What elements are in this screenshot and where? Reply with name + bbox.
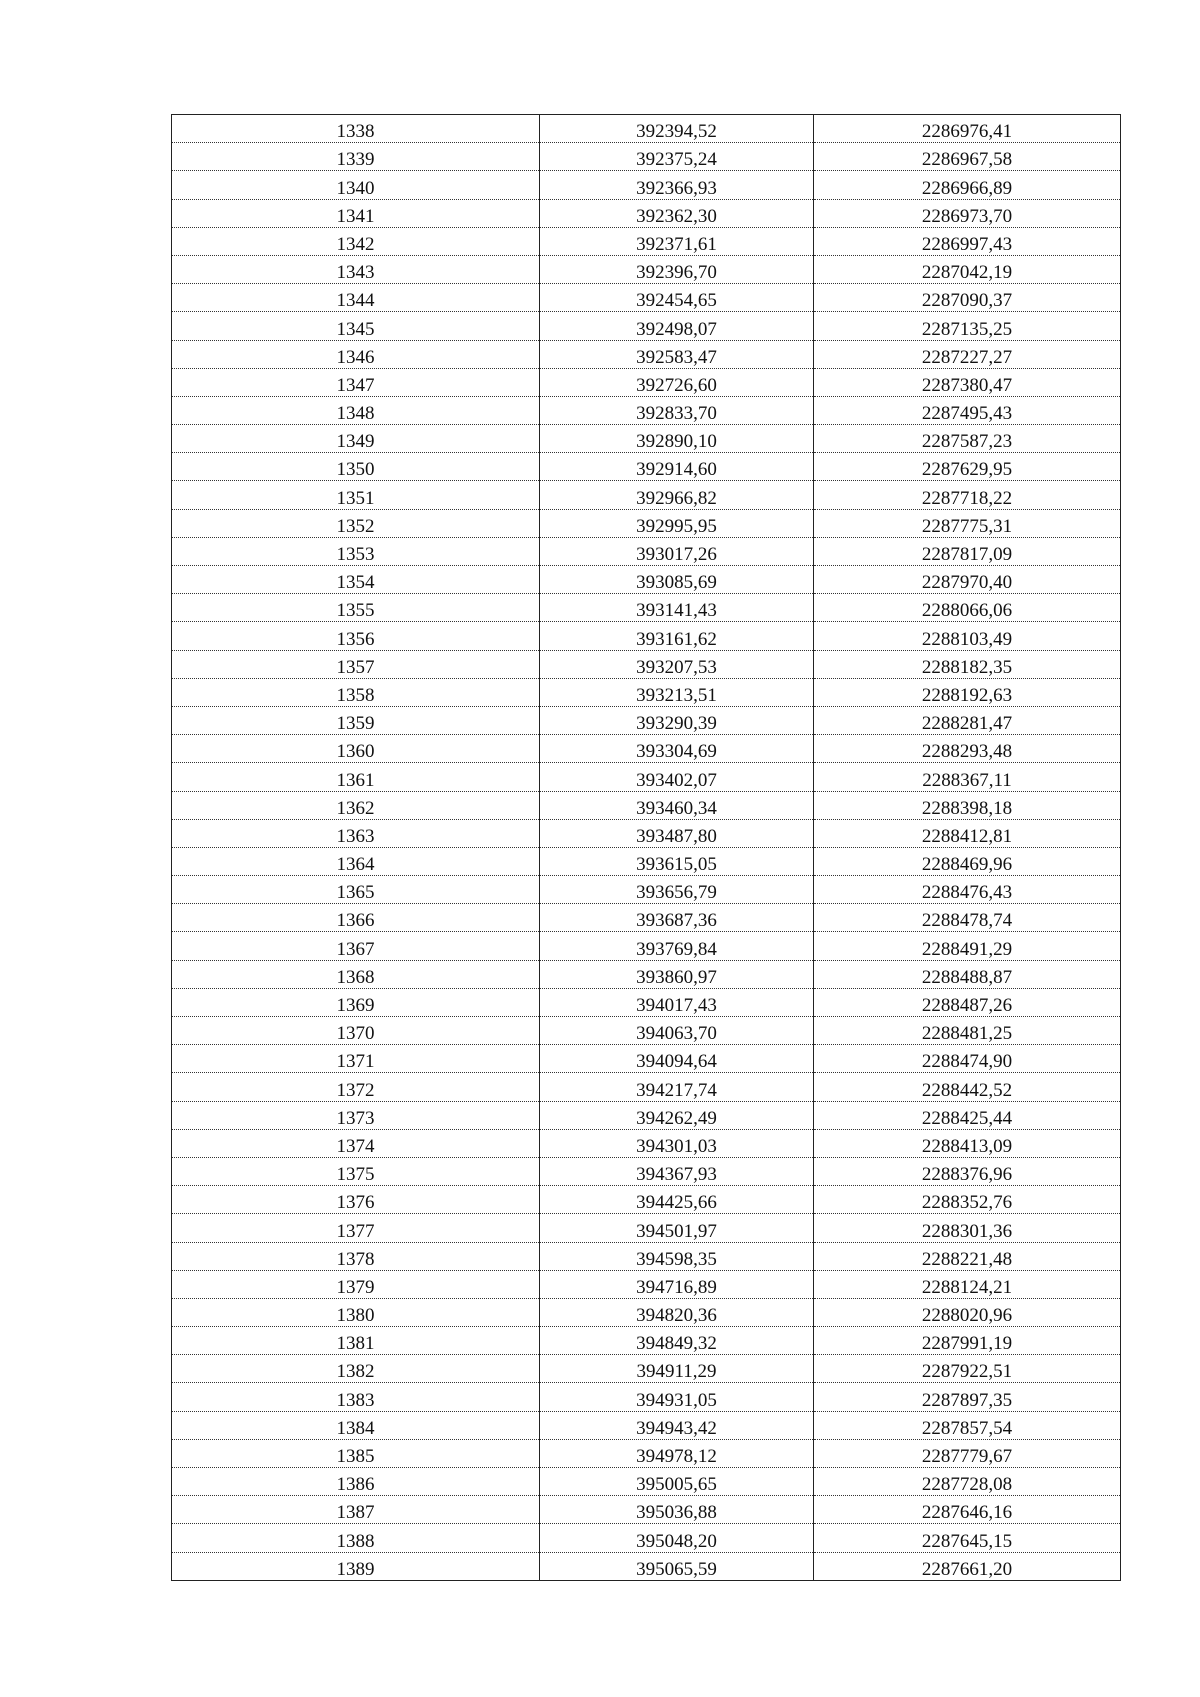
x-coordinate-cell: 393017,26 — [540, 537, 814, 565]
point-number-cell: 1378 — [172, 1242, 540, 1270]
y-coordinate-cell: 2288481,25 — [814, 1017, 1121, 1045]
table-row — [172, 988, 1121, 1016]
point-number-cell: 1343 — [172, 255, 540, 283]
point-number-cell: 1379 — [172, 1270, 540, 1298]
y-coordinate-cell: 2286967,58 — [814, 143, 1121, 171]
y-coordinate-cell: 2287970,40 — [814, 566, 1121, 594]
table-row — [172, 566, 1121, 594]
y-coordinate-cell: 2288412,81 — [814, 819, 1121, 847]
x-coordinate-cell: 394931,05 — [540, 1383, 814, 1411]
y-coordinate-cell: 2288488,87 — [814, 960, 1121, 988]
point-number-cell: 1369 — [172, 988, 540, 1016]
point-number-cell: 1367 — [172, 932, 540, 960]
x-coordinate-cell: 392995,95 — [540, 509, 814, 537]
table-row — [172, 1017, 1121, 1045]
point-number-cell: 1375 — [172, 1157, 540, 1185]
y-coordinate-cell: 2287857,54 — [814, 1411, 1121, 1439]
table-row — [172, 1327, 1121, 1355]
table-row — [172, 1186, 1121, 1214]
y-coordinate-cell: 2288469,96 — [814, 847, 1121, 875]
table-row — [172, 1355, 1121, 1383]
table-row — [172, 932, 1121, 960]
table-row — [172, 1214, 1121, 1242]
point-number-cell: 1345 — [172, 312, 540, 340]
x-coordinate-cell: 394849,32 — [540, 1327, 814, 1355]
x-coordinate-cell: 392366,93 — [540, 171, 814, 199]
point-number-cell: 1380 — [172, 1298, 540, 1326]
x-coordinate-cell: 392362,30 — [540, 199, 814, 227]
table-row — [172, 255, 1121, 283]
y-coordinate-cell: 2287587,23 — [814, 425, 1121, 453]
y-coordinate-cell: 2288293,48 — [814, 735, 1121, 763]
table-row — [172, 481, 1121, 509]
x-coordinate-cell: 392498,07 — [540, 312, 814, 340]
table-row — [172, 312, 1121, 340]
point-number-cell: 1361 — [172, 763, 540, 791]
point-number-cell: 1339 — [172, 143, 540, 171]
point-number-cell: 1374 — [172, 1129, 540, 1157]
y-coordinate-cell: 2287922,51 — [814, 1355, 1121, 1383]
point-number-cell: 1348 — [172, 396, 540, 424]
table-row — [172, 143, 1121, 171]
point-number-cell: 1389 — [172, 1552, 540, 1580]
x-coordinate-cell: 392371,61 — [540, 227, 814, 255]
table-row — [172, 1411, 1121, 1439]
y-coordinate-cell: 2286997,43 — [814, 227, 1121, 255]
y-coordinate-cell: 2288124,21 — [814, 1270, 1121, 1298]
x-coordinate-cell: 394301,03 — [540, 1129, 814, 1157]
point-number-cell: 1344 — [172, 284, 540, 312]
table-row — [172, 763, 1121, 791]
table-row — [172, 1468, 1121, 1496]
y-coordinate-cell: 2287991,19 — [814, 1327, 1121, 1355]
x-coordinate-cell: 392583,47 — [540, 340, 814, 368]
y-coordinate-cell: 2287090,37 — [814, 284, 1121, 312]
table-row — [172, 171, 1121, 199]
y-coordinate-cell: 2288442,52 — [814, 1073, 1121, 1101]
point-number-cell: 1354 — [172, 566, 540, 594]
coordinate-table-body — [172, 115, 1121, 1581]
table-row — [172, 1298, 1121, 1326]
x-coordinate-cell: 395005,65 — [540, 1468, 814, 1496]
point-number-cell: 1351 — [172, 481, 540, 509]
y-coordinate-cell: 2288020,96 — [814, 1298, 1121, 1326]
table-row — [172, 622, 1121, 650]
point-number-cell: 1340 — [172, 171, 540, 199]
point-number-cell: 1387 — [172, 1496, 540, 1524]
table-row — [172, 425, 1121, 453]
point-number-cell: 1357 — [172, 650, 540, 678]
x-coordinate-cell: 393207,53 — [540, 650, 814, 678]
table-row — [172, 227, 1121, 255]
table-row — [172, 1242, 1121, 1270]
point-number-cell: 1347 — [172, 368, 540, 396]
y-coordinate-cell: 2288182,35 — [814, 650, 1121, 678]
table-row — [172, 199, 1121, 227]
x-coordinate-cell: 394094,64 — [540, 1045, 814, 1073]
y-coordinate-cell: 2287042,19 — [814, 255, 1121, 283]
point-number-cell: 1364 — [172, 847, 540, 875]
table-row — [172, 1157, 1121, 1185]
point-number-cell: 1350 — [172, 453, 540, 481]
x-coordinate-cell: 394978,12 — [540, 1439, 814, 1467]
x-coordinate-cell: 394598,35 — [540, 1242, 814, 1270]
point-number-cell: 1383 — [172, 1383, 540, 1411]
point-number-cell: 1346 — [172, 340, 540, 368]
table-row — [172, 1073, 1121, 1101]
point-number-cell: 1372 — [172, 1073, 540, 1101]
x-coordinate-cell: 392726,60 — [540, 368, 814, 396]
x-coordinate-cell: 393487,80 — [540, 819, 814, 847]
point-number-cell: 1381 — [172, 1327, 540, 1355]
x-coordinate-cell: 392914,60 — [540, 453, 814, 481]
point-number-cell: 1371 — [172, 1045, 540, 1073]
y-coordinate-cell: 2287897,35 — [814, 1383, 1121, 1411]
x-coordinate-cell: 394217,74 — [540, 1073, 814, 1101]
point-number-cell: 1384 — [172, 1411, 540, 1439]
point-number-cell: 1363 — [172, 819, 540, 847]
y-coordinate-cell: 2288476,43 — [814, 876, 1121, 904]
table-row — [172, 819, 1121, 847]
point-number-cell: 1362 — [172, 791, 540, 819]
table-row — [172, 791, 1121, 819]
table-row — [172, 960, 1121, 988]
x-coordinate-cell: 394716,89 — [540, 1270, 814, 1298]
y-coordinate-cell: 2288352,76 — [814, 1186, 1121, 1214]
x-coordinate-cell: 393085,69 — [540, 566, 814, 594]
y-coordinate-cell: 2287135,25 — [814, 312, 1121, 340]
y-coordinate-cell: 2287817,09 — [814, 537, 1121, 565]
table-row — [172, 115, 1121, 143]
y-coordinate-cell: 2287645,15 — [814, 1524, 1121, 1552]
point-number-cell: 1376 — [172, 1186, 540, 1214]
point-number-cell: 1349 — [172, 425, 540, 453]
y-coordinate-cell: 2287661,20 — [814, 1552, 1121, 1580]
point-number-cell: 1342 — [172, 227, 540, 255]
table-row — [172, 284, 1121, 312]
y-coordinate-cell: 2288192,63 — [814, 678, 1121, 706]
table-row — [172, 594, 1121, 622]
x-coordinate-cell: 392375,24 — [540, 143, 814, 171]
x-coordinate-cell: 393656,79 — [540, 876, 814, 904]
x-coordinate-cell: 392833,70 — [540, 396, 814, 424]
table-row — [172, 340, 1121, 368]
y-coordinate-cell: 2287629,95 — [814, 453, 1121, 481]
y-coordinate-cell: 2288376,96 — [814, 1157, 1121, 1185]
table-row — [172, 1129, 1121, 1157]
point-number-cell: 1352 — [172, 509, 540, 537]
table-row — [172, 453, 1121, 481]
y-coordinate-cell: 2288487,26 — [814, 988, 1121, 1016]
table-row — [172, 1045, 1121, 1073]
table-row — [172, 368, 1121, 396]
table-row — [172, 1101, 1121, 1129]
table-row — [172, 706, 1121, 734]
x-coordinate-cell: 395048,20 — [540, 1524, 814, 1552]
x-coordinate-cell: 393769,84 — [540, 932, 814, 960]
y-coordinate-cell: 2288221,48 — [814, 1242, 1121, 1270]
x-coordinate-cell: 392890,10 — [540, 425, 814, 453]
table-row — [172, 1552, 1121, 1580]
x-coordinate-cell: 395065,59 — [540, 1552, 814, 1580]
point-number-cell: 1370 — [172, 1017, 540, 1045]
x-coordinate-cell: 393304,69 — [540, 735, 814, 763]
y-coordinate-cell: 2287495,43 — [814, 396, 1121, 424]
point-number-cell: 1358 — [172, 678, 540, 706]
table-row — [172, 1383, 1121, 1411]
x-coordinate-cell: 392396,70 — [540, 255, 814, 283]
y-coordinate-cell: 2288398,18 — [814, 791, 1121, 819]
y-coordinate-cell: 2287718,22 — [814, 481, 1121, 509]
y-coordinate-cell: 2288281,47 — [814, 706, 1121, 734]
y-coordinate-cell: 2288478,74 — [814, 904, 1121, 932]
x-coordinate-cell: 393615,05 — [540, 847, 814, 875]
y-coordinate-cell: 2287227,27 — [814, 340, 1121, 368]
table-row — [172, 396, 1121, 424]
y-coordinate-cell: 2286976,41 — [814, 115, 1121, 143]
table-row — [172, 650, 1121, 678]
table-row — [172, 678, 1121, 706]
y-coordinate-cell: 2288474,90 — [814, 1045, 1121, 1073]
y-coordinate-cell: 2286966,89 — [814, 171, 1121, 199]
x-coordinate-cell: 394911,29 — [540, 1355, 814, 1383]
x-coordinate-cell: 393402,07 — [540, 763, 814, 791]
table-row — [172, 537, 1121, 565]
table-row — [172, 904, 1121, 932]
x-coordinate-cell: 394943,42 — [540, 1411, 814, 1439]
point-number-cell: 1368 — [172, 960, 540, 988]
table-row — [172, 735, 1121, 763]
y-coordinate-cell: 2288413,09 — [814, 1129, 1121, 1157]
x-coordinate-cell: 393161,62 — [540, 622, 814, 650]
y-coordinate-cell: 2287728,08 — [814, 1468, 1121, 1496]
x-coordinate-cell: 394063,70 — [540, 1017, 814, 1045]
point-number-cell: 1386 — [172, 1468, 540, 1496]
table-row — [172, 1496, 1121, 1524]
y-coordinate-cell: 2287779,67 — [814, 1439, 1121, 1467]
y-coordinate-cell: 2287646,16 — [814, 1496, 1121, 1524]
x-coordinate-cell: 392454,65 — [540, 284, 814, 312]
point-number-cell: 1360 — [172, 735, 540, 763]
point-number-cell: 1356 — [172, 622, 540, 650]
x-coordinate-cell: 394425,66 — [540, 1186, 814, 1214]
point-number-cell: 1382 — [172, 1355, 540, 1383]
x-coordinate-cell: 394820,36 — [540, 1298, 814, 1326]
table-row — [172, 1439, 1121, 1467]
x-coordinate-cell: 394501,97 — [540, 1214, 814, 1242]
point-number-cell: 1373 — [172, 1101, 540, 1129]
point-number-cell: 1341 — [172, 199, 540, 227]
x-coordinate-cell: 394017,43 — [540, 988, 814, 1016]
x-coordinate-cell: 393860,97 — [540, 960, 814, 988]
point-number-cell: 1353 — [172, 537, 540, 565]
y-coordinate-cell: 2287380,47 — [814, 368, 1121, 396]
point-number-cell: 1388 — [172, 1524, 540, 1552]
point-number-cell: 1355 — [172, 594, 540, 622]
x-coordinate-cell: 395036,88 — [540, 1496, 814, 1524]
y-coordinate-cell: 2288066,06 — [814, 594, 1121, 622]
table-row — [172, 1524, 1121, 1552]
point-number-cell: 1338 — [172, 115, 540, 143]
point-number-cell: 1377 — [172, 1214, 540, 1242]
x-coordinate-cell: 394262,49 — [540, 1101, 814, 1129]
coordinate-table — [171, 114, 1121, 1581]
x-coordinate-cell: 392966,82 — [540, 481, 814, 509]
y-coordinate-cell: 2288301,36 — [814, 1214, 1121, 1242]
y-coordinate-cell: 2288103,49 — [814, 622, 1121, 650]
table-row — [172, 509, 1121, 537]
x-coordinate-cell: 394367,93 — [540, 1157, 814, 1185]
y-coordinate-cell: 2286973,70 — [814, 199, 1121, 227]
table-row — [172, 1270, 1121, 1298]
table-row — [172, 847, 1121, 875]
x-coordinate-cell: 393141,43 — [540, 594, 814, 622]
y-coordinate-cell: 2287775,31 — [814, 509, 1121, 537]
point-number-cell: 1366 — [172, 904, 540, 932]
y-coordinate-cell: 2288491,29 — [814, 932, 1121, 960]
x-coordinate-cell: 393460,34 — [540, 791, 814, 819]
point-number-cell: 1365 — [172, 876, 540, 904]
y-coordinate-cell: 2288367,11 — [814, 763, 1121, 791]
x-coordinate-cell: 392394,52 — [540, 115, 814, 143]
point-number-cell: 1385 — [172, 1439, 540, 1467]
table-row — [172, 876, 1121, 904]
x-coordinate-cell: 393290,39 — [540, 706, 814, 734]
x-coordinate-cell: 393687,36 — [540, 904, 814, 932]
point-number-cell: 1359 — [172, 706, 540, 734]
y-coordinate-cell: 2288425,44 — [814, 1101, 1121, 1129]
x-coordinate-cell: 393213,51 — [540, 678, 814, 706]
